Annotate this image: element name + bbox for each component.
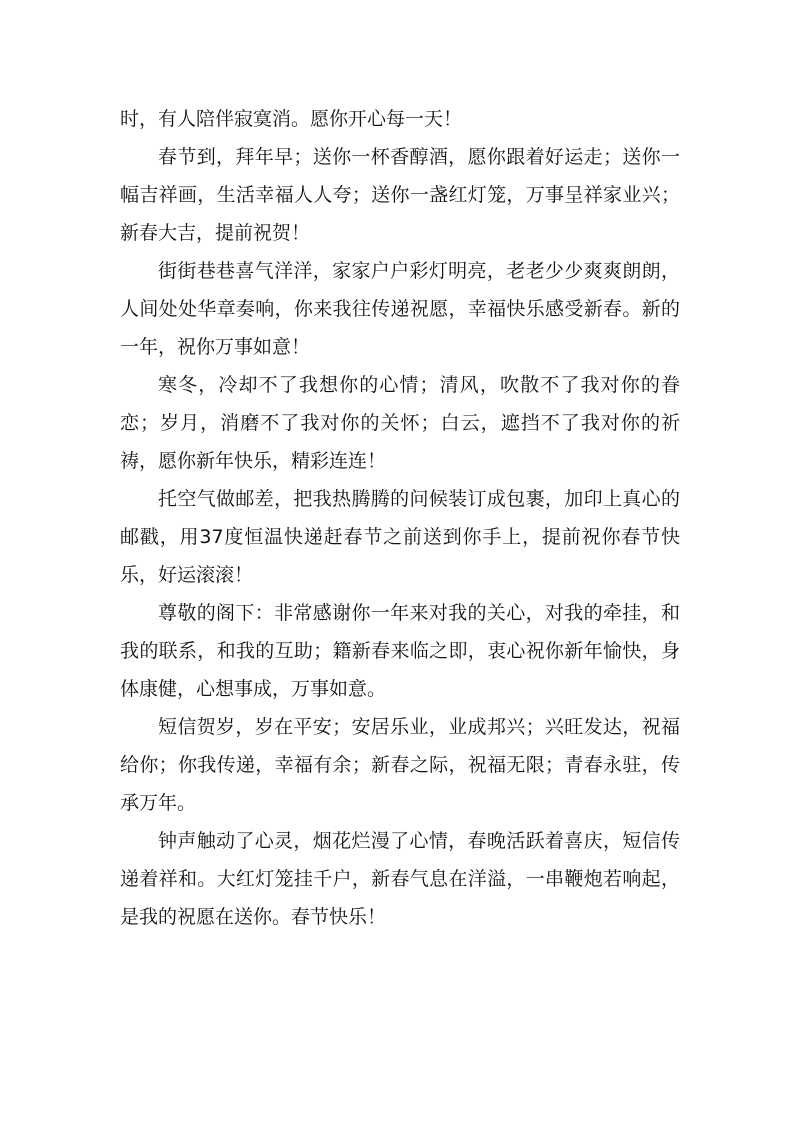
paragraph-sms-new-year: 短信贺岁，岁在平安；安居乐业，业成邦兴；兴旺发达，祝福给你；你我传递，幸福有余；新春之际，祝福无限；青春永驻，传承万年。 bbox=[120, 716, 680, 814]
paragraph-continued: 时，有人陪伴寂寞消。愿你开心每一天！ bbox=[120, 108, 463, 130]
document-body bbox=[120, 100, 680, 936]
paragraph-spring-festival-greeting: 春节到，拜年早；送你一杯香醇酒，愿你跟着好运走；送你一幅吉祥画，生活幸福人人夸；送你一盏红灯笼，万事呈祥家业兴；新春大吉，提前祝贺！ bbox=[120, 146, 680, 244]
paragraph-winter-longing: 寒冬，冷却不了我想你的心情；清风，吹散不了我对你的眷恋；岁月，消磨不了我对你的关怀；白云，遮挡不了我对你的祈祷，愿你新年快乐，精彩连连！ bbox=[120, 374, 680, 472]
paragraph-respectful-thanks: 尊敬的阁下：非常感谢你一年来对我的关心，对我的牵挂，和我的联系，和我的互助；籍新春来临之即，衷心祝你新年愉快，身体康健，心想事成，万事如意。 bbox=[120, 602, 680, 700]
paragraph-air-mail: 托空气做邮差，把我热腾腾的问候装订成包裹，加印上真心的邮戳，用37度恒温快递赶春节之前送到你手上，提前祝你春节快乐，好运滚滚！ bbox=[120, 488, 680, 586]
paragraph-bells-fireworks: 钟声触动了心灵，烟花烂漫了心情，春晚活跃着喜庆，短信传递着祥和。大红灯笼挂千户，新春气息在洋溢，一串鞭炮若响起，是我的祝愿在送你。春节快乐！ bbox=[120, 830, 680, 928]
paragraph-streets-festive: 街街巷巷喜气洋洋，家家户户彩灯明亮，老老少少爽爽朗朗，人间处处华章奏响，你来我往传递祝愿，幸福快乐感受新春。新的一年，祝你万事如意！ bbox=[120, 260, 680, 358]
